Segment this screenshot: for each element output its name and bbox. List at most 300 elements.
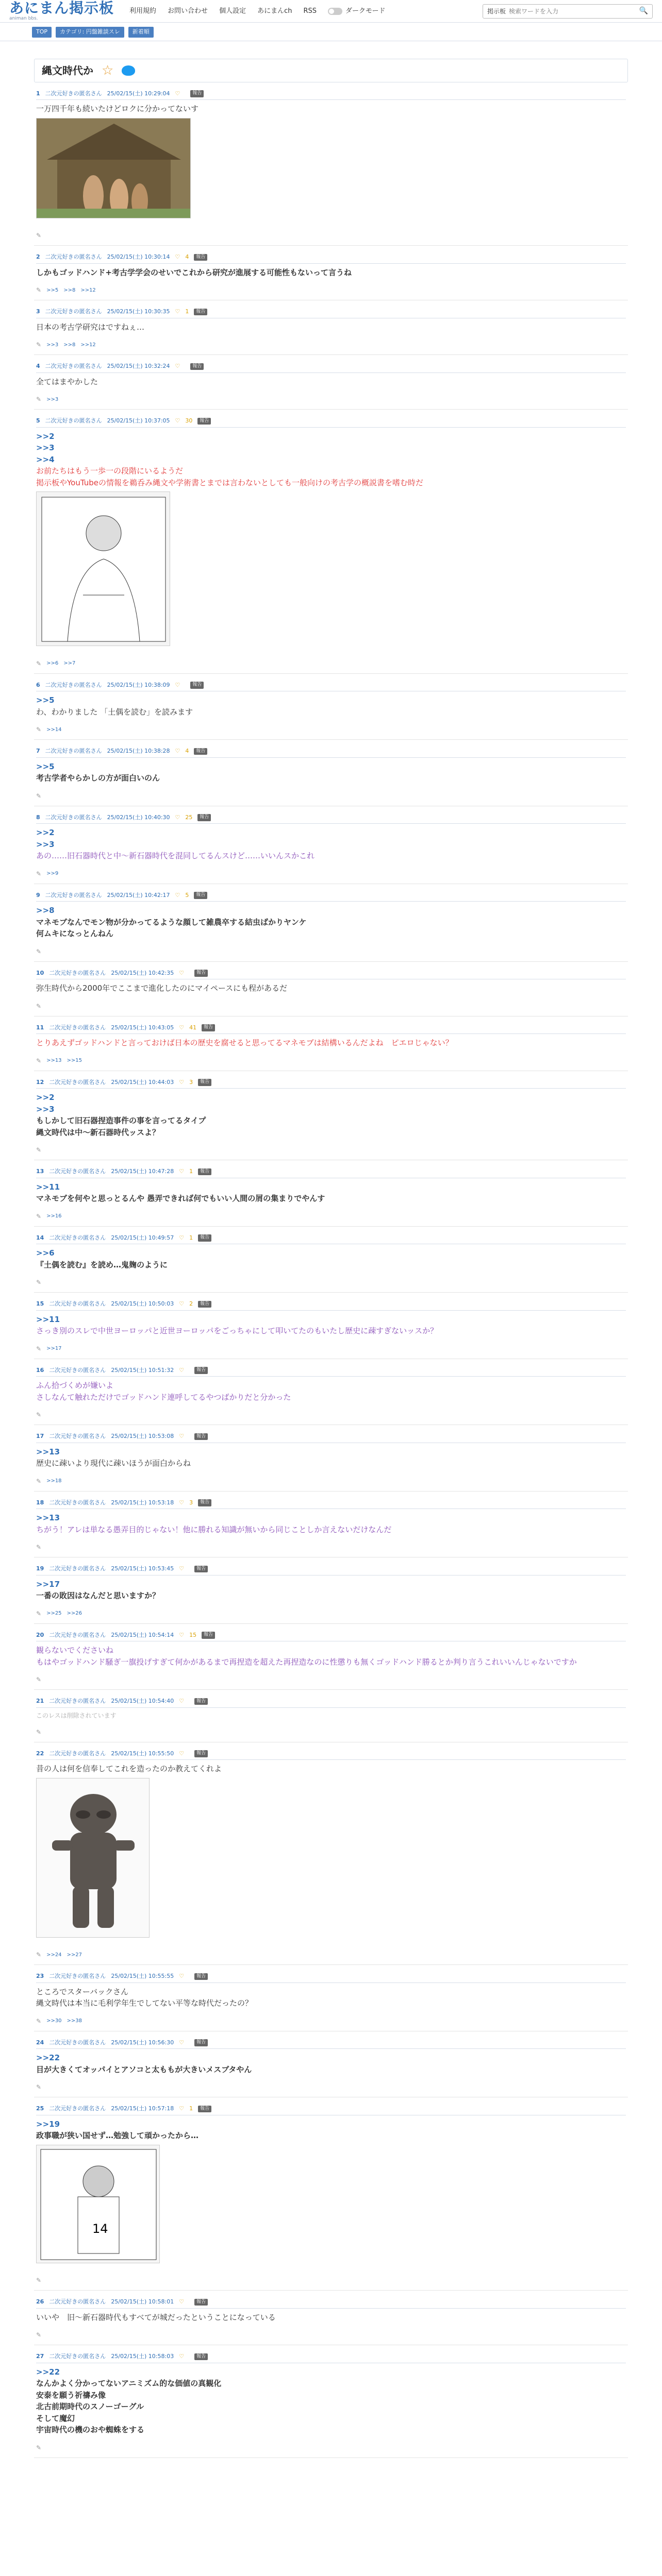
toggle-switch[interactable]	[328, 8, 342, 15]
good-icon[interactable]: ♡	[179, 969, 185, 976]
post-author: 二次元好きの匿名さん	[45, 814, 102, 821]
post-body	[36, 376, 626, 388]
post-date: 25/02/15(土) 10:53:08	[111, 1433, 174, 1439]
post-number[interactable]: 6	[36, 681, 40, 688]
post-date: 25/02/15(土) 10:54:14	[111, 1631, 174, 1638]
post-number[interactable]: 4	[36, 363, 40, 369]
post-text-line: 昔の人は何を信奉してこれを造ったのか教えてくれよ	[36, 1764, 222, 1773]
backlink[interactable]: >>15	[67, 1058, 82, 1063]
post-header	[36, 1750, 626, 1760]
post-footer	[36, 947, 626, 956]
post-text-line: 宇宙時代の機のおや蜘蛛をする	[36, 2425, 145, 2434]
report-button[interactable]: 報告	[202, 1632, 215, 1639]
post-text-line: 考古学者やらかしの方が面白いのん	[36, 773, 160, 783]
post-number[interactable]: 27	[36, 2353, 44, 2360]
backlink[interactable]: >>13	[46, 1058, 62, 1063]
backlink[interactable]: >>9	[46, 871, 59, 876]
post-text-line: しかもゴッドハンド+考古学学会のせいでこれから研究が進展する可能性もないって言うね	[36, 267, 352, 277]
post-number[interactable]: 12	[36, 1078, 44, 1086]
report-button[interactable]: 報告	[194, 1973, 208, 1980]
post-author: 二次元好きの匿名さん	[45, 891, 102, 899]
post-image[interactable]	[36, 492, 170, 646]
reply-anchor-link[interactable]: >>5	[36, 761, 55, 771]
report-button[interactable]: 報告	[190, 90, 204, 97]
post	[34, 884, 628, 962]
post-text-line: さしなんて触れただけでゴッドハンド連呼してるやつばかりだと分かった	[36, 1392, 291, 1402]
post-number[interactable]: 13	[36, 1168, 44, 1175]
reply-icon[interactable]: ✎	[36, 1002, 42, 1010]
post-author: 二次元好きの匿名さん	[49, 1168, 106, 1175]
reply-anchor-link[interactable]: >>2	[36, 828, 55, 837]
reply-icon[interactable]: ✎	[36, 1345, 42, 1352]
nav-settings[interactable]: 個人設定	[219, 7, 246, 15]
post-number[interactable]: 22	[36, 1750, 44, 1757]
reply-icon[interactable]: ✎	[36, 2277, 42, 2284]
report-button[interactable]: 報告	[194, 1698, 208, 1705]
reply-icon[interactable]: ✎	[36, 1279, 42, 1286]
post-date: 25/02/15(土) 10:42:35	[111, 969, 174, 976]
post-text-line: なんかよく分かってないアニミズム的な価値の真観化	[36, 2379, 222, 2388]
post-author: 二次元好きの匿名さん	[49, 1631, 106, 1638]
reply-anchor-link[interactable]: >>2	[36, 1093, 55, 1102]
post-body	[36, 267, 626, 279]
post-date: 25/02/15(土) 10:40:30	[107, 814, 170, 821]
good-icon[interactable]: ♡	[179, 2353, 185, 2360]
report-button[interactable]: 報告	[194, 254, 207, 261]
search-input[interactable]	[509, 8, 636, 15]
reply-icon[interactable]: ✎	[36, 870, 42, 877]
post-number[interactable]: 19	[36, 1565, 44, 1572]
post-text-line: ちがう！アレは単なる愚弄目的じゃない！他に勝れる知識が無いから同じことしか言えないだけなんだ	[36, 1524, 392, 1534]
backlink[interactable]: >>30	[46, 2018, 62, 2024]
post-footer	[36, 2016, 626, 2026]
post-text-line: もはやゴッドハンド騒ぎ一旗投げすぎて何かがあるまで再捏造を超えた再捏造なのに性懲りも無くゴッドハンド勝るとか判り言うこれいいんじゃないですか	[36, 1657, 577, 1667]
reply-icon[interactable]: ✎	[36, 1411, 42, 1418]
thread-title: 縄文時代か	[42, 64, 93, 77]
search-icon[interactable]: 🔍	[639, 7, 648, 15]
report-button[interactable]: 報告	[198, 1079, 211, 1086]
reply-icon[interactable]: ✎	[36, 396, 42, 403]
post-footer	[36, 1278, 626, 1287]
good-icon[interactable]: ♡	[175, 748, 180, 754]
post-number[interactable]: 11	[36, 1024, 44, 1031]
report-button[interactable]: 報告	[198, 1301, 211, 1308]
post	[34, 355, 628, 410]
post-date: 25/02/15(土) 10:38:09	[107, 681, 170, 688]
reply-anchor-link[interactable]: >>3	[36, 1104, 55, 1114]
post-author: 二次元好きの匿名さん	[49, 1366, 106, 1374]
good-count: 5	[185, 891, 189, 899]
post-body	[36, 1037, 626, 1049]
post-body	[36, 1092, 626, 1138]
post-text-line: マネモブを何やと思っとるんや 愚弄できれば何でもいい人間の屑の集まりでやんす	[36, 1194, 325, 1203]
good-icon[interactable]: ♡	[175, 814, 180, 821]
post-footer	[36, 2276, 626, 2285]
post-number[interactable]: 26	[36, 2298, 44, 2305]
reply-anchor-link[interactable]: >>2	[36, 431, 55, 441]
search-scope-select[interactable]: 掲示板	[487, 7, 506, 15]
good-icon[interactable]: ♡	[179, 2105, 185, 2112]
reply-icon[interactable]: ✎	[36, 1728, 42, 1736]
post-header	[36, 1234, 626, 1245]
post-body	[36, 2052, 626, 2075]
good-count: 15	[189, 1631, 197, 1638]
post-text-line: 目が大きくてオッパイとアソコと太ももが大きいメスブタやん	[36, 2064, 252, 2074]
backlink[interactable]: >>24	[46, 1952, 62, 1958]
site-logo[interactable]	[9, 1, 114, 21]
post-footer	[36, 1543, 626, 1552]
backlink[interactable]: >>3	[46, 342, 59, 348]
post-date: 25/02/15(土) 10:49:57	[111, 1234, 174, 1241]
report-button[interactable]: 報告	[194, 1367, 208, 1374]
post	[34, 1624, 628, 1690]
post-text-line: このレスは削除されています	[36, 1711, 117, 1719]
backlink[interactable]: >>6	[46, 660, 59, 666]
post-body	[36, 827, 626, 862]
post-text-line: 全てはまやかした	[36, 377, 98, 386]
reply-icon[interactable]: ✎	[36, 2331, 42, 2338]
post	[34, 1690, 628, 1742]
report-button[interactable]: 報告	[198, 2106, 211, 2113]
post-date: 25/02/15(土) 10:32:24	[107, 363, 170, 369]
backlink[interactable]: >>18	[46, 1478, 62, 1484]
thread-title-box	[34, 59, 628, 82]
report-button[interactable]: 報告	[194, 1433, 208, 1440]
reply-anchor-link[interactable]: >>11	[36, 1314, 60, 1324]
post-author: 二次元好きの匿名さん	[49, 1973, 106, 1979]
post-header	[36, 2298, 626, 2309]
post-body	[36, 1512, 626, 1535]
post-number[interactable]: 25	[36, 2105, 44, 2112]
dark-mode-label: ダークモード	[345, 7, 386, 15]
post-number[interactable]: 18	[36, 1499, 44, 1506]
backlink[interactable]: >>8	[63, 342, 76, 348]
post-text-line: あの……旧石器時代と中〜新石器時代を混同してるんスけど……いいんスかこれ	[36, 851, 315, 860]
post-body	[36, 2366, 626, 2436]
reply-icon[interactable]: ✎	[36, 947, 42, 955]
post-text-line: とりあえずゴッドハンドと言っておけば日本の歴史を腐せると思ってるマネモブは結構いるんだよね ピエロじゃない？	[36, 1038, 453, 1047]
good-icon[interactable]: ♡	[179, 1433, 185, 1439]
post-body	[36, 761, 626, 784]
post	[34, 962, 628, 1016]
post-number[interactable]: 23	[36, 1973, 44, 1979]
post-text-line: 観らないでくださいね	[36, 1646, 114, 1655]
good-icon[interactable]: ♡	[179, 1698, 185, 1704]
post-text-line: いいや 旧〜新石器時代もすべてが城だったということになっている	[36, 2312, 276, 2322]
post-footer	[36, 1410, 626, 1419]
search-box	[483, 4, 653, 19]
good-icon[interactable]: ♡	[175, 363, 180, 369]
logo-subtext: animan bbs.	[9, 16, 38, 21]
good-count: 25	[185, 814, 193, 821]
post-text-line: 日本の考古学研究はですねぇ…	[36, 322, 145, 332]
good-icon[interactable]: ♡	[179, 2039, 185, 2046]
post-footer	[36, 1477, 626, 1486]
post	[34, 1965, 628, 2031]
post-body	[36, 1247, 626, 1270]
report-button[interactable]: 報告	[194, 2353, 208, 2361]
backlink[interactable]: >>12	[80, 342, 96, 348]
post-footer	[36, 1056, 626, 1065]
post-number[interactable]: 24	[36, 2039, 44, 2046]
good-icon[interactable]: ♡	[179, 1565, 185, 1572]
post	[34, 1742, 628, 1965]
post-text-line: 掲示板やYouTubeの情報を鵜呑み縄文や学術書とまでは言わないとしても一般向けの考古学の概説書を嗜む時だ	[36, 478, 424, 487]
post-date: 25/02/15(土) 10:55:55	[111, 1973, 174, 1979]
good-icon[interactable]: ♡	[179, 1300, 185, 1307]
reply-icon[interactable]: ✎	[36, 2017, 42, 2025]
reply-anchor-link[interactable]: >>4	[36, 454, 55, 464]
nav-rss[interactable]: RSS	[303, 7, 317, 15]
report-button[interactable]: 報告	[197, 814, 211, 821]
post-number[interactable]: 5	[36, 417, 40, 424]
reply-icon[interactable]: ✎	[36, 1146, 42, 1154]
post-author: 二次元好きの匿名さん	[45, 308, 102, 315]
post	[34, 1016, 628, 1071]
backlink[interactable]: >>8	[63, 287, 76, 293]
good-icon[interactable]: ♡	[179, 1078, 185, 1086]
post-body	[36, 431, 626, 652]
post-date: 25/02/15(土) 10:43:05	[111, 1024, 174, 1031]
post-author: 二次元好きの匿名さん	[45, 748, 102, 754]
post-date: 25/02/15(土) 10:58:03	[111, 2353, 174, 2360]
reply-icon[interactable]: ✎	[36, 2083, 42, 2091]
good-icon[interactable]: ♡	[179, 2298, 185, 2305]
breadcrumb-top[interactable]: TOP	[32, 27, 52, 38]
reply-icon[interactable]: ✎	[36, 792, 42, 800]
backlink[interactable]: >>3	[46, 396, 59, 402]
top-bar	[0, 0, 662, 23]
post-number[interactable]: 14	[36, 1234, 44, 1241]
reply-icon[interactable]: ✎	[36, 1057, 42, 1064]
reply-icon[interactable]: ✎	[36, 1609, 42, 1617]
post	[34, 1227, 628, 1293]
post-number[interactable]: 20	[36, 1631, 44, 1638]
post-text-line: 縄文時代は本当に毛利学年生でしてない平等な時代だったの？	[36, 1998, 253, 2008]
post-author: 二次元好きの匿名さん	[49, 1024, 106, 1031]
reply-anchor-link[interactable]: >>3	[36, 443, 55, 452]
reply-icon[interactable]: ✎	[36, 1676, 42, 1683]
report-button[interactable]: 報告	[190, 363, 204, 370]
report-button[interactable]: 報告	[194, 970, 208, 977]
good-count: 1	[189, 1168, 193, 1175]
post-date: 25/02/15(土) 10:47:28	[111, 1168, 174, 1175]
post	[34, 82, 628, 246]
reply-anchor-link[interactable]: >>22	[36, 2053, 60, 2062]
good-icon[interactable]: ♡	[175, 891, 180, 899]
post-header	[36, 2039, 626, 2049]
report-button[interactable]: 報告	[194, 2039, 208, 2046]
post	[34, 2345, 628, 2458]
reply-icon[interactable]: ✎	[36, 232, 42, 239]
post-date: 25/02/15(土) 10:53:18	[111, 1499, 174, 1506]
good-icon[interactable]: ♡	[175, 417, 180, 424]
post-image[interactable]	[36, 118, 191, 218]
post	[34, 740, 628, 806]
post-image[interactable]	[36, 2145, 160, 2263]
post-header	[36, 1565, 626, 1575]
post-body	[36, 2312, 626, 2324]
post-body	[36, 694, 626, 718]
reply-icon[interactable]: ✎	[36, 1544, 42, 1551]
post-date: 25/02/15(土) 10:50:03	[111, 1300, 174, 1307]
dark-mode-toggle[interactable]	[328, 6, 385, 16]
post-body	[36, 1181, 626, 1205]
breadcrumb-sort[interactable]: 新着順	[128, 27, 154, 38]
post-header	[36, 1366, 626, 1377]
backlink[interactable]: >>16	[46, 1213, 62, 1219]
post-author: 二次元好きの匿名さん	[49, 2298, 106, 2305]
post-author: 二次元好きの匿名さん	[49, 1300, 106, 1307]
post-image[interactable]	[36, 1778, 150, 1938]
report-button[interactable]: 報告	[194, 2299, 208, 2306]
good-icon[interactable]: ♡	[179, 1750, 185, 1757]
good-icon[interactable]: ♡	[179, 1168, 185, 1175]
reply-anchor-link[interactable]: >>6	[36, 1248, 55, 1258]
post-text-line: マネモブなんでモン物が分かってるような顔して雑農卒する結虫ばかりヤンケ	[36, 917, 307, 927]
backlink[interactable]: >>25	[46, 1611, 62, 1616]
reply-icon[interactable]: ✎	[36, 2444, 42, 2451]
report-button[interactable]: 報告	[198, 1499, 211, 1506]
post-footer	[36, 285, 626, 295]
reply-icon[interactable]: ✎	[36, 1477, 42, 1485]
post-number[interactable]: 16	[36, 1366, 44, 1374]
post-number[interactable]: 2	[36, 253, 40, 260]
good-icon[interactable]: ♡	[175, 90, 180, 97]
post	[34, 1359, 628, 1426]
post-footer	[36, 1609, 626, 1618]
good-count: 1	[189, 2105, 193, 2112]
post-text-line: もしかして旧石器捏造事件の事を言ってるタイプ	[36, 1116, 206, 1125]
post-header	[36, 747, 626, 758]
reply-anchor-link[interactable]: >>11	[36, 1182, 60, 1192]
good-icon[interactable]: ♡	[179, 1631, 185, 1638]
post-footer	[36, 1002, 626, 1011]
post-date: 25/02/15(土) 10:56:30	[111, 2039, 174, 2046]
post-author: 二次元好きの匿名さん	[49, 1565, 106, 1572]
post-footer	[36, 1212, 626, 1221]
report-button[interactable]: 報告	[198, 1234, 211, 1242]
post-header	[36, 417, 626, 428]
reply-anchor-link[interactable]: >>8	[36, 906, 55, 915]
post-date: 25/02/15(土) 10:44:03	[111, 1078, 174, 1086]
favorite-star-icon[interactable]: ☆	[102, 62, 114, 78]
good-icon[interactable]: ♡	[179, 1366, 185, 1374]
post-author: 二次元好きの匿名さん	[49, 1078, 106, 1086]
nav-animanch[interactable]: あにまんch	[257, 7, 292, 15]
good-icon[interactable]: ♡	[179, 1024, 185, 1031]
reply-icon[interactable]: ✎	[36, 1212, 42, 1220]
reply-icon[interactable]: ✎	[36, 1951, 42, 1958]
post-number[interactable]: 7	[36, 748, 40, 754]
reply-anchor-link[interactable]: >>13	[36, 1447, 60, 1456]
report-button[interactable]: 報告	[194, 748, 207, 755]
nav-contact[interactable]: お問い合わせ	[168, 7, 208, 15]
good-icon[interactable]: ♡	[175, 253, 180, 260]
post-text-line: お前たちはもう一歩一の段階にいるようだ	[36, 466, 184, 476]
report-button[interactable]: 報告	[197, 418, 211, 425]
good-icon[interactable]: ♡	[179, 1973, 185, 1979]
report-button[interactable]: 報告	[194, 309, 207, 316]
post-author: 二次元好きの匿名さん	[45, 90, 102, 97]
post-number[interactable]: 3	[36, 308, 40, 315]
post-number[interactable]: 9	[36, 891, 40, 899]
good-icon[interactable]: ♡	[179, 1499, 185, 1506]
report-button[interactable]: 報告	[194, 1750, 208, 1757]
post-text-line: 北古前期時代のスノーゴーグル	[36, 2402, 144, 2411]
post-number[interactable]: 1	[36, 90, 40, 97]
reply-icon[interactable]: ✎	[36, 286, 42, 294]
reply-icon[interactable]: ✎	[36, 659, 42, 667]
reply-icon[interactable]: ✎	[36, 341, 42, 348]
good-icon[interactable]: ♡	[175, 308, 180, 315]
post-number[interactable]: 8	[36, 814, 40, 821]
post-number[interactable]: 17	[36, 1433, 44, 1439]
post-text-line: 安泰を願う祈禱み像	[36, 2390, 106, 2400]
backlink[interactable]: >>7	[63, 660, 76, 666]
post-footer	[36, 659, 626, 668]
post	[34, 1492, 628, 1558]
post-number[interactable]: 21	[36, 1698, 44, 1704]
post-footer	[36, 725, 626, 734]
reply-anchor-link[interactable]: >>22	[36, 2367, 60, 2377]
reply-anchor-link[interactable]: >>17	[36, 1579, 60, 1589]
post-header	[36, 1167, 626, 1178]
backlink[interactable]: >>17	[46, 1346, 62, 1351]
post-date: 25/02/15(土) 10:53:45	[111, 1565, 174, 1572]
good-icon[interactable]: ♡	[175, 681, 180, 688]
reply-anchor-link[interactable]: >>3	[36, 839, 55, 849]
backlink[interactable]: >>5	[46, 287, 59, 293]
report-button[interactable]: 報告	[190, 682, 204, 689]
reply-anchor-link[interactable]: >>5	[36, 696, 55, 705]
post-header	[36, 1972, 626, 1983]
reply-icon[interactable]: ✎	[36, 726, 42, 733]
nav-terms[interactable]: 利用規約	[129, 7, 157, 15]
post	[34, 2097, 628, 2291]
good-icon[interactable]: ♡	[179, 1234, 185, 1241]
reply-anchor-link[interactable]: >>19	[36, 2119, 60, 2129]
post-author: 二次元好きの匿名さん	[49, 969, 106, 976]
post-footer	[36, 1727, 626, 1737]
backlink[interactable]: >>27	[67, 1952, 82, 1958]
backlink[interactable]: >>12	[80, 287, 96, 293]
report-button[interactable]: 報告	[194, 1566, 208, 1573]
post	[34, 1557, 628, 1624]
post	[34, 246, 628, 300]
top-nav	[129, 6, 317, 16]
twitter-share-icon[interactable]	[122, 65, 135, 76]
post	[34, 300, 628, 355]
good-count: 3	[189, 1078, 193, 1086]
post-author: 二次元好きの匿名さん	[49, 2039, 106, 2046]
reply-anchor-link[interactable]: >>13	[36, 1513, 60, 1522]
post-date: 25/02/15(土) 10:57:18	[111, 2105, 174, 2112]
report-button[interactable]: 報告	[202, 1024, 215, 1031]
post-author: 二次元好きの匿名さん	[49, 2353, 106, 2360]
report-button[interactable]: 報告	[198, 1168, 211, 1176]
backlink[interactable]: >>26	[67, 1611, 82, 1616]
backlink[interactable]: >>38	[67, 2018, 82, 2024]
report-button[interactable]: 報告	[194, 892, 207, 899]
post	[34, 2031, 628, 2098]
post-author: 二次元好きの匿名さん	[49, 1499, 106, 1506]
breadcrumb-category[interactable]: カテゴリ: 円盤雑談スレ	[56, 27, 124, 38]
backlink[interactable]: >>14	[46, 726, 62, 733]
post-number[interactable]: 10	[36, 969, 44, 976]
post-number[interactable]: 15	[36, 1300, 44, 1307]
post-text-line: さっき別のスレで中世ヨーロッパと近世ヨーロッパをごっちゃにして叩いてたのもいたし歴史に疎すぎないッスか？	[36, 1326, 438, 1335]
